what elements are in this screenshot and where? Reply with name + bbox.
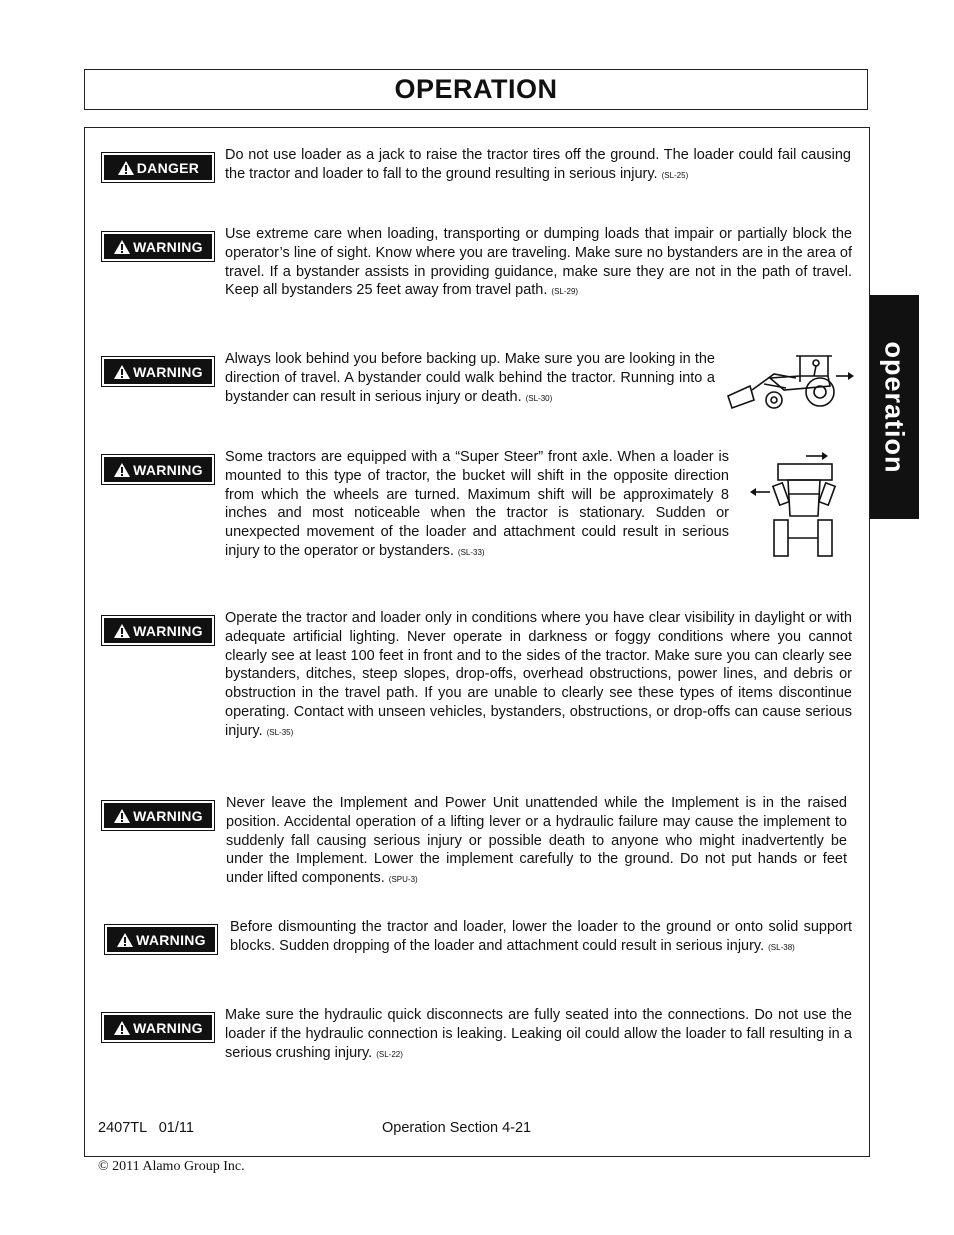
safety-message-sl-35 (225, 609, 852, 743)
hazard-triangle-icon (113, 239, 131, 255)
warning-badge (104, 924, 218, 955)
hazard-triangle-icon (117, 160, 135, 176)
danger-label: DANGER (136, 159, 200, 176)
message-code: (SL-22) (376, 1049, 403, 1059)
warning-label: WARNING (136, 931, 206, 948)
safety-message-sl-29 (225, 225, 852, 302)
footer-section-page: Operation Section 4-21 (382, 1120, 532, 1136)
warning-badge (101, 615, 215, 646)
side-tab-label: operation (879, 340, 910, 474)
hazard-triangle-icon (113, 364, 131, 380)
hazard-triangle-icon (113, 808, 131, 824)
safety-message-sl-25 (225, 146, 851, 186)
safety-message-spu-3 (226, 794, 847, 890)
hazard-triangle-icon (116, 932, 134, 948)
hazard-triangle-icon (113, 462, 131, 478)
super-steer-illustration (748, 450, 838, 560)
warning-badge (101, 454, 215, 485)
danger-badge (101, 152, 215, 183)
copyright-notice: © 2011 Alamo Group Inc. (98, 1159, 245, 1174)
message-text: Use extreme care when loading, transporting or dumping loads that impair or partially block the operator’s line of sight. Know where you are traveling. Make sure no bystanders are in the area of travel. If a bystander assists in providing guidance, make sure they are not in the path of travel. Keep all bystanders 25 feet away from travel path. (225, 226, 852, 299)
safety-message-sl-38 (230, 918, 852, 958)
warning-label: WARNING (133, 1019, 203, 1036)
warning-label: WARNING (133, 461, 203, 478)
warning-badge (101, 800, 215, 831)
hazard-triangle-icon (113, 623, 131, 639)
message-code: (SL-25) (661, 170, 689, 180)
message-code: (SL-35) (266, 727, 294, 737)
warning-badge (101, 231, 215, 262)
message-text: Always look behind you before backing up. Make sure you are looking in the direction of travel. A bystander could walk behind the tractor. Running into a bystander can result in serious injury or death. (225, 351, 715, 405)
message-text: Never leave the Implement and Power Unit unattended while the Implement is in the raised position. Accidental operation of a lifting lever or a hydraulic failure may cause the implement to suddenly fall causing serious injury or possible death to anyone who might inadvertently be under the Implement. Lower the implement carefully to the ground. Do not put hands or feet under lifted components. (226, 795, 847, 887)
message-code: (SL-30) (525, 393, 553, 403)
warning-label: WARNING (133, 622, 203, 639)
safety-message-sl-33 (225, 448, 729, 563)
section-side-tab (869, 295, 919, 519)
hazard-triangle-icon (113, 1020, 131, 1036)
message-text: Some tractors are equipped with a “Super Steer” front axle. When a loader is mounted to this type of tractor, the bucket will shift in the opposite direction from which the wheels are turned. Maximum shift will be approximately 8 inches and most noticeable when the tractor is stationary. Sudden or unexpected movement of the loader and attachment could result in serious injury to the operator or bystanders. (225, 449, 729, 559)
warning-badge (101, 356, 215, 387)
page-title: OPERATION (394, 74, 558, 104)
message-text: Operate the tractor and loader only in conditions where you have clear visibility in daylight or with adequate artificial lighting. Never operate in darkness or foggy conditions where you cannot clearly see at least 100 feet in front and to the sides of the tractor. Make sure you can clearly see bystanders, ditches, steep slopes, drop-offs, overhead obstructions, power lines, and debris or obstruction in the travel path. If you are unable to clearly see these types of items discontinue operating. Contact with unseen vehicles, bystanders, obstructions, or drop-offs can cause serious injury. (225, 610, 852, 739)
footer-model-date: 2407TL 01/11 (98, 1120, 194, 1136)
message-text: Make sure the hydraulic quick disconnects are fully seated into the connections. Do not use the loader if the hydraulic connection is leaking. Leaking oil could allow the loader to fall resulting in a serious crushing injury. (225, 1007, 852, 1061)
message-code: (SPU-3) (388, 875, 418, 885)
warning-label: WARNING (133, 807, 203, 824)
warning-label: WARNING (133, 238, 203, 255)
warning-label: WARNING (133, 363, 203, 380)
warning-badge (101, 1012, 215, 1043)
tractor-backing-illustration (724, 352, 854, 414)
message-code: (SL-38) (768, 942, 795, 952)
safety-message-sl-30 (225, 350, 715, 408)
message-text: Before dismounting the tractor and loader, lower the loader to the ground or onto solid support blocks. Sudden dropping of the loader and attachment could result in serious injury. (230, 919, 852, 954)
page-header (84, 69, 868, 110)
message-code: (SL-33) (457, 547, 485, 557)
message-text: Do not use loader as a jack to raise the tractor tires off the ground. The loader could fail causing the tractor and loader to fall to the ground resulting in serious injury. (225, 147, 851, 182)
safety-message-sl-22 (225, 1006, 852, 1064)
message-code: (SL-29) (551, 287, 579, 297)
